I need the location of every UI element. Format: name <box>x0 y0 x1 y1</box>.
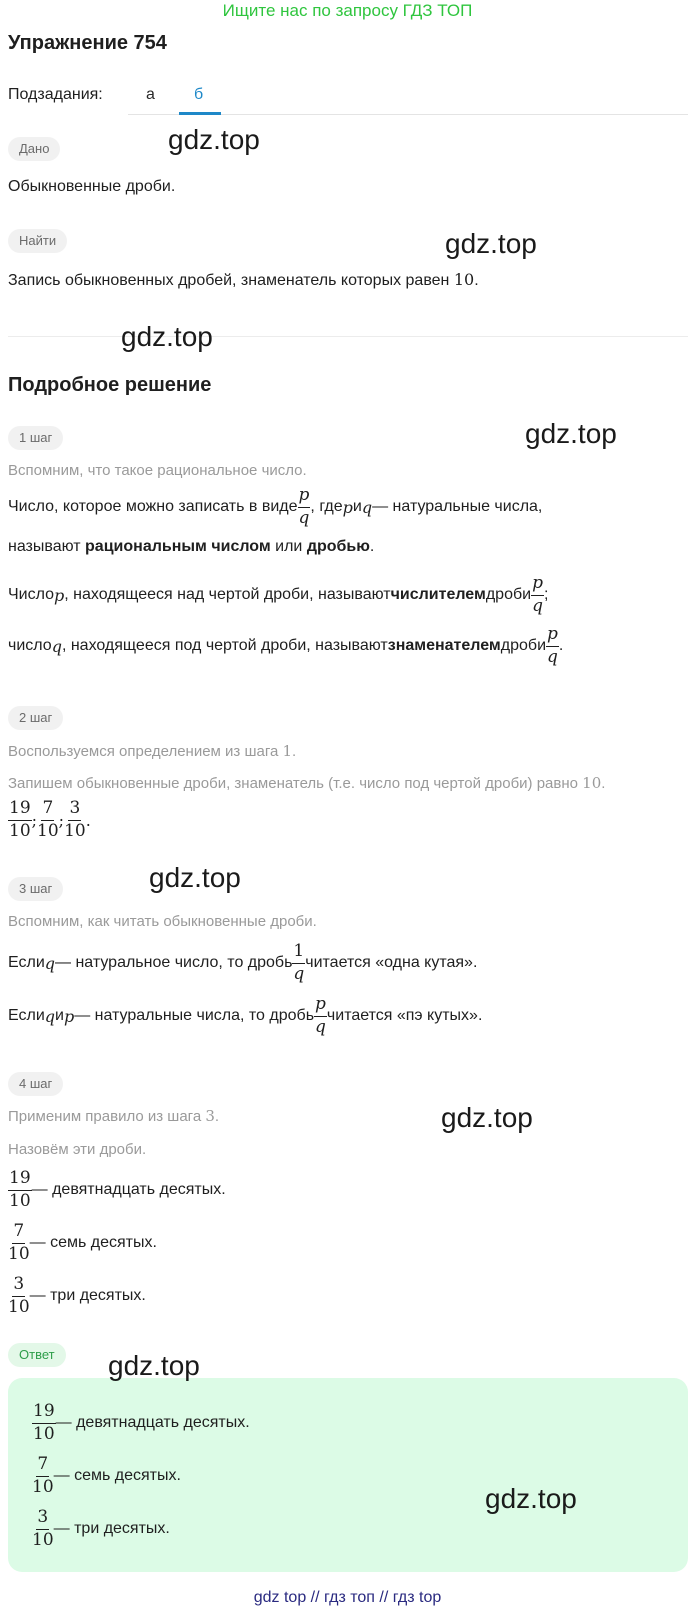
fraction-3-10: $\frac{3}{10}$ <box>8 1273 30 1317</box>
step-1-hint: Вспомним, что такое рациональное число. <box>8 462 307 479</box>
footer-separator: // <box>379 1589 389 1606</box>
step-2-pill: 2 шаг <box>8 706 63 730</box>
subtasks-label: Подзадания: <box>8 86 103 103</box>
watermark: gdz.top <box>441 1102 533 1133</box>
step-1-line-4: число q , находящееся под чертой дроби, называют знаменателем дроби $\frac{p}{q}$ . <box>8 623 564 667</box>
fraction-7-10: $\frac{7}{10}$ <box>8 1220 30 1264</box>
answer-reading-3: $\frac{3}{10}$ — три десятых. <box>32 1506 170 1550</box>
answer-reading-2: $\frac{7}{10}$ — семь десятых. <box>32 1453 181 1497</box>
step-2-hint-2: Запишем обыкновенные дроби, знаменатель (т.е. число под чертой дроби) равно 10. <box>8 774 606 792</box>
given-text: Обыкновенные дроби. <box>8 178 176 195</box>
solution-title: Подробное решение <box>8 374 212 396</box>
step-2-hint: Воспользуемся определением из шага 1. <box>8 742 297 760</box>
watermark: gdz.top <box>121 321 213 352</box>
fraction-p-over-q: $\frac{p}{q}$ <box>547 623 558 667</box>
fraction-19-10: $\frac{19}{10}$ <box>33 1400 55 1444</box>
step-4-pill: 4 шаг <box>8 1072 63 1096</box>
fraction-7-10: $\frac{7}{10}$ <box>37 797 59 841</box>
fraction-19-10: $\frac{19}{10}$ <box>9 797 31 841</box>
tab-subtask-a[interactable]: а <box>146 86 155 103</box>
step-1-pill: 1 шаг <box>8 426 63 450</box>
step-2-fractions: $\frac{19}{10}$ ; $\frac{7}{10}$ ; $\frac{3}{10}$ . <box>9 797 91 841</box>
step-4-reading-3: $\frac{3}{10}$ — три десятых. <box>8 1273 146 1317</box>
find-text: Запись обыкновенных дробей, знаменатель которых равен 10. <box>8 270 479 289</box>
answer-pill: Ответ <box>8 1343 66 1367</box>
section-divider <box>8 336 688 337</box>
step-3-line-1: Если q — натуральное число, то дробь $\frac{1}{q}$ читается «одна кутая». <box>8 940 478 984</box>
step-4-reading-2: $\frac{7}{10}$ — семь десятых. <box>8 1220 157 1264</box>
watermark: gdz.top <box>445 228 537 259</box>
fraction-7-10: $\frac{7}{10}$ <box>32 1453 54 1497</box>
footer-link[interactable]: gdz top <box>253 1589 307 1606</box>
watermark: gdz.top <box>485 1483 577 1514</box>
step-4-hint: Применим правило из шага 3. <box>8 1107 220 1125</box>
fraction-1-over-q: $\frac{1}{q}$ <box>293 940 305 984</box>
footer-link[interactable]: гдз top <box>392 1589 442 1606</box>
tab-subtask-b[interactable]: б <box>194 86 204 103</box>
fraction-p-over-q: $\frac{p}{q}$ <box>315 993 326 1037</box>
footer-links <box>0 1589 695 1607</box>
exercise-title: Упражнение 754 <box>8 32 167 54</box>
find-pill: Найти <box>8 229 67 253</box>
given-pill: Дано <box>8 137 60 161</box>
step-3-pill: 3 шаг <box>8 877 63 901</box>
watermark: gdz.top <box>525 418 617 449</box>
fraction-p-over-q: $\frac{p}{q}$ <box>298 484 310 528</box>
fraction-19-10: $\frac{19}{10}$ <box>9 1167 31 1211</box>
footer-separator: // <box>310 1589 320 1606</box>
step-1-line-3: Число p , находящееся над чертой дроби, называют числителем дроби $\frac{p}{q}$ ; <box>8 572 549 616</box>
active-tab-indicator <box>179 112 221 115</box>
step-1-line-2: называют рациональным числом или дробью. <box>8 538 375 555</box>
watermark: gdz.top <box>168 124 260 155</box>
answer-reading-1: $\frac{19}{10}$ — девятнадцать десятых. <box>33 1400 250 1444</box>
watermark: gdz.top <box>108 1350 200 1381</box>
step-4-reading-1: $\frac{19}{10}$ — девятнадцать десятых. <box>9 1167 226 1211</box>
fraction-3-10: $\frac{3}{10}$ <box>64 797 86 841</box>
step-1-line-1: Число, которое можно записать в виде $\frac{p}{q}$ , где p и q — натуральные числа, <box>8 484 543 528</box>
step-3-hint: Вспомним, как читать обыкновенные дроби. <box>8 913 317 930</box>
watermark: gdz.top <box>149 862 241 893</box>
search-banner: Ищите нас по запросу ГДЗ ТОП <box>222 1 473 20</box>
footer-link[interactable]: гдз топ <box>324 1589 375 1606</box>
step-3-line-2: Если q и p — натуральные числа, то дробь $\frac{p}{q}$ читается «пэ кутых». <box>8 993 483 1037</box>
fraction-3-10: $\frac{3}{10}$ <box>32 1506 54 1550</box>
step-4-hint-2: Назовём эти дроби. <box>8 1141 147 1158</box>
fraction-p-over-q: $\frac{p}{q}$ <box>532 572 543 616</box>
